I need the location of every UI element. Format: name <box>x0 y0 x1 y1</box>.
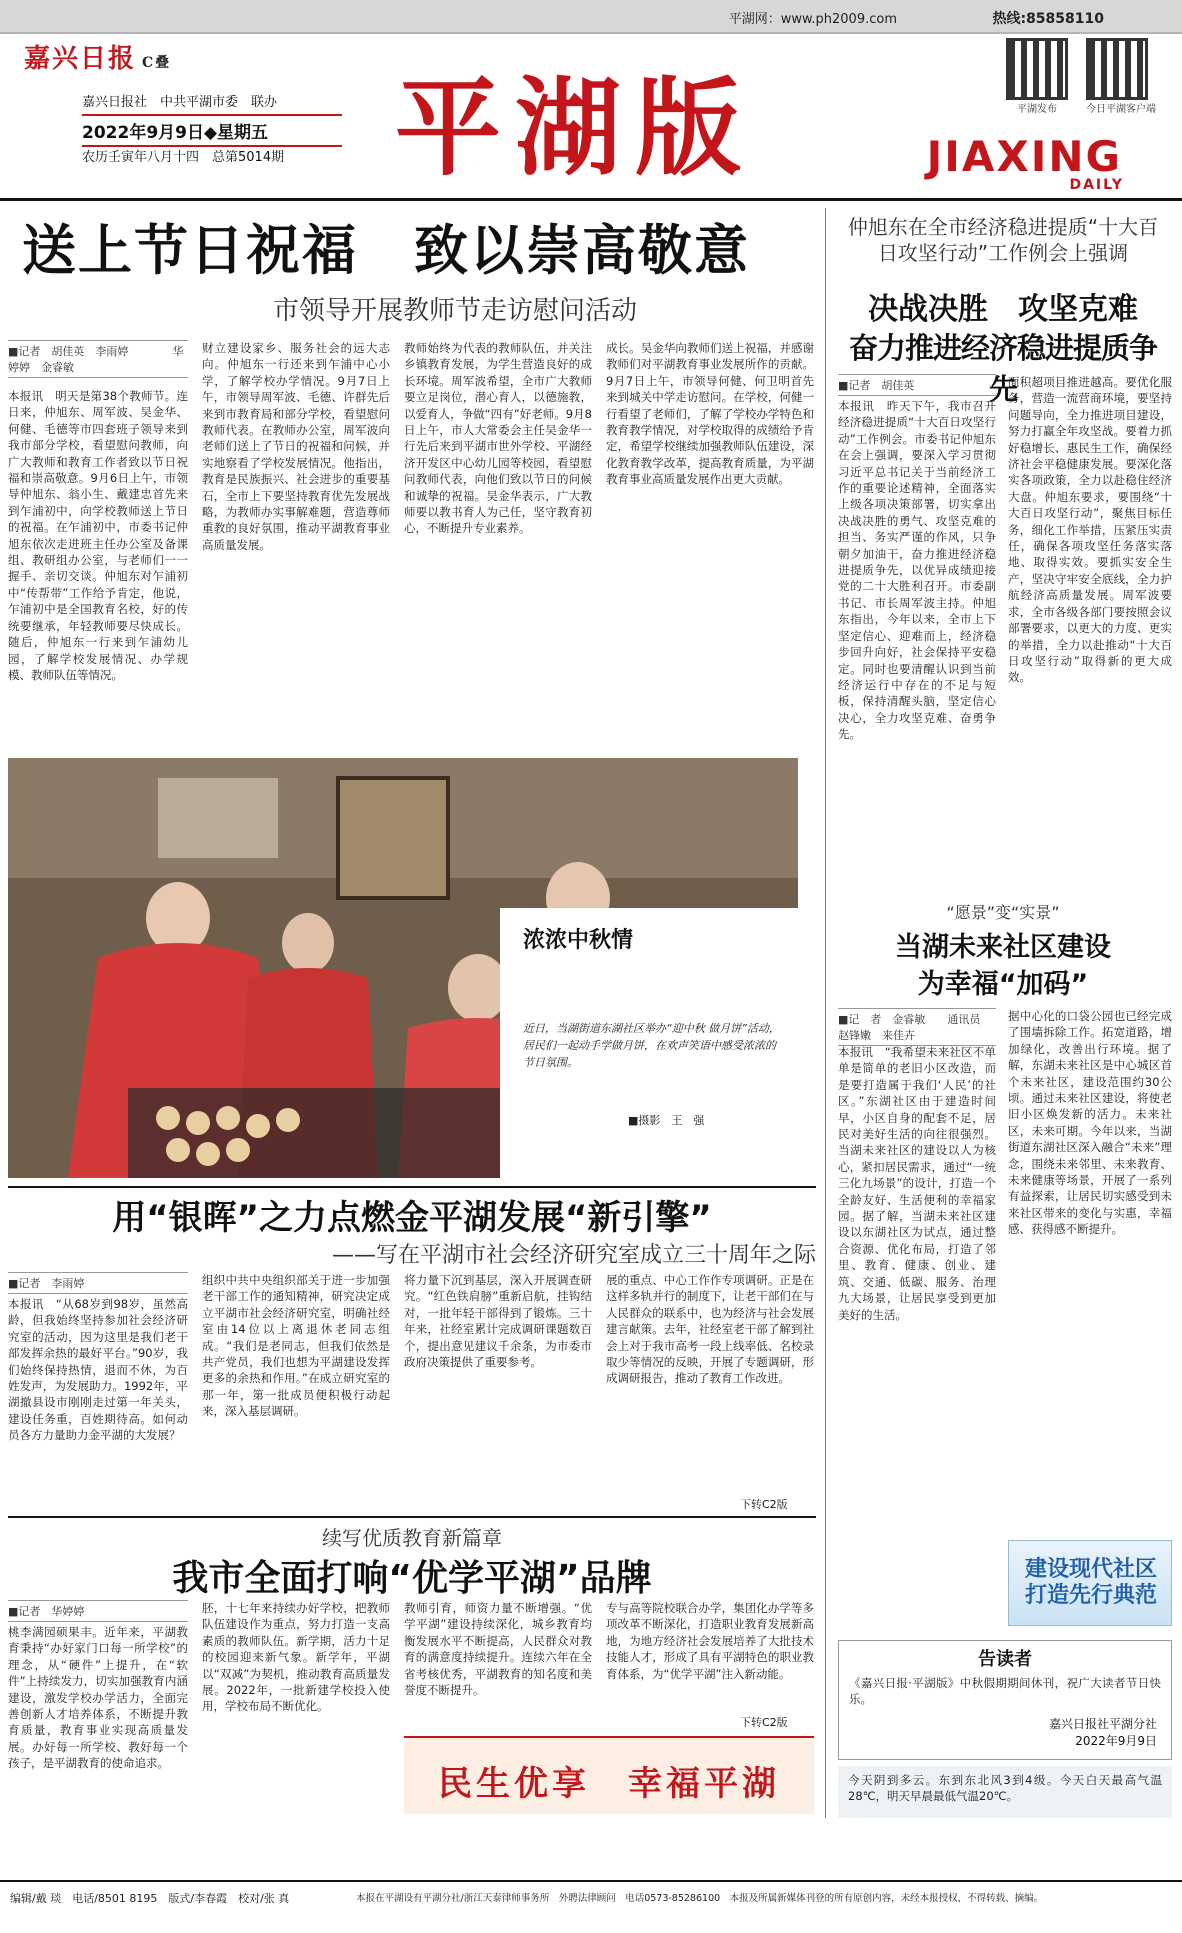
hotline: 热线:85858110 <box>992 11 1104 27</box>
feature-column-2: 组织中共中央组织部关于进一步加强老干部工作的通知精神，研究决定成立平湖市社会经济研究室，明确社经室由14位以上离退休老同志组成。“我们是老同志，但我们依然是共产党员，我们也想为平湖建设发挥更多的余热和作用。”在成立研究室的那一年，第一批成员便积极行动起来，深入基层调研。 <box>202 1273 390 1419</box>
ad-text: 建设现代社区 打造先行典范 <box>1024 1557 1180 1608</box>
bottom-column-3: 教师引育，师资力量不断增强。“优学平湖”建设持续深化，城乡教育均衡发展水平不断提高，人民群众对教育的满意度持续提升。连续六年在全省考核优秀，平湖教育的知名度和美誉度不断提升。 <box>404 1601 592 1698</box>
lead-column-2: 财立建设家乡、服务社会的远大志向。仲旭东一行还来到乍浦中心小学，了解学校办学情况。9月7日上午，市领导周军波、毛德、许群先后来到市教育局和部分学校，看望慰问教师代表。在教师办公室，周军波向老师们送上了节日的祝福和问候，并实地察看了学校发展情况。他指出，教育是民族振兴、社会进步的重要基石，全市上下要坚持教育优先发展战略，为教师办实事解难题，营造尊师重教的良好氛围，推动平湖教育事业高质量发展。 <box>202 341 390 552</box>
bottom-banner-text: 民生优享 幸福平湖 <box>438 1764 780 1804</box>
feature-byline: ■记者 李雨婷 <box>8 1272 188 1294</box>
edition-title: 平湖版 <box>395 65 755 190</box>
lead-column-3: 教师始终为代表的教师队伍，并关注乡镇教育发展，为学生营造良好的成长环境。周军波希望，全市广大教师要立足岗位，潜心育人，以德施教，以爱育人，争做“四有”好老师。9月8日上午，市人大常委会主任吴金华一行先后来到平湖市世外学校、平湖经济开发区中心幼儿园等校园，看望慰问教师代表，向他们致以节日的问候和诚挚的祝福。吴金华表示，广大教师要以教书育人为己任，坚守教育初心，不断提升专业素养。 <box>404 341 592 536</box>
lead-headline: 送上节日祝福 致以崇高敬意 <box>22 219 750 282</box>
lead-subhead: 市领导开展教师节走访慰问活动 <box>272 296 637 326</box>
qr-code-1[interactable]: 平湖发布 <box>1006 38 1068 115</box>
bottom-banner <box>404 1736 814 1814</box>
bottom-headline: 我市全面打响“优学平湖”品牌 <box>172 1558 652 1599</box>
bottom-byline: ■记者 华婷婷 <box>8 1600 188 1622</box>
notice-date: 2022年9月9日 <box>1075 1734 1157 1748</box>
bottom-column-1: 桃李满园硕果丰。近年来，平湖教育秉持“办好家门口每一所学校”的理念，从“硬件”上提升，在“软件”上持续发力，切实加强教育内涵建设，激发学校办学活力，全面完善创新人才培养体系，不断提升教育质量，教育事业实现高质量发展。办好每一所学校、教好每一个孩子，是平湖教育的使命追求。 <box>8 1625 188 1771</box>
feature-column-4: 展的重点、中心工作作专项调研。正是在这样多轨并行的制度下，让老干部们在与人民群众的联系中，也为经济与社会发展建言献策。去年，社经室老干部了解到社会上对于我市高考一段上线率低、名校录取少等情况的反映，开展了专题调研，形成调研报告，推动了教育工作改进。 <box>606 1273 814 1386</box>
photo-mooncake <box>8 758 798 1178</box>
lead-column-4: 成长。吴金华向教师们送上祝福，并感谢教师们对平湖教育事业发展所作的贡献。9月7日上午，市领导何健、何卫明首先来到城关中学走访慰问。在学校，何健一行看望了老师们，了解了学校办学特色和教育教学情况，对学校取得的成绩给予肯定，希望学校继续加强教师队伍建设，深化教育教学改革，提高教育质量，为平湖教育事业高质量发展作出更大贡献。 <box>606 341 814 487</box>
notice-box <box>838 1640 1172 1760</box>
feature-column-3: 将力量下沉到基层，深入开展调查研究。“红色铁肩膀”重新启航，挂钩结对，一批年轻干部得到了锻炼。三十年来，社经室累计完成调研课题数百个，提出意见建议千余条，为市委市政府决策提供了重要参考。 <box>404 1273 592 1370</box>
bottom-column-4: 专与高等院校联合办学，集团化办学等多项改革不断深化，打造职业教育发展新高地，为地方经济社会发展培养了大批技术技能人才，形成了具有平湖特色的职业教育体系，为“优学平湖”注入新动能。 <box>606 1601 814 1681</box>
site-url[interactable]: 平湖网：www.ph2009.com <box>728 12 897 27</box>
bottom-column-2: 胚，十七年来持续办好学校，把教师队伍建设作为重点，努力打造一支高素质的教师队伍。新学期，活力十足的校园迎来新气象。新学年，平湖以“双减”为契机，推动教育高质量发展。2022年，一批新建学校投入使用，学校布局不断优化。 <box>202 1601 390 1714</box>
footer-left: 编辑/戴 琰 电话/8501 8195 版式/李春霞 校对/张 真 <box>10 1892 290 1905</box>
footer-right: 本报在平湖设有平湖分社/浙江天泰律师事务所 外聘法律顾问 电话0573-85286100 本报及所属新媒体刊登的所有原创内容，未经本报授权，不得转载、摘编。 <box>356 1893 1044 1904</box>
continue-note-1: 下转C2版 <box>740 1498 788 1511</box>
ad-banner[interactable] <box>1008 1540 1180 1626</box>
feature-rule <box>8 1186 816 1188</box>
bottom-kicker: 续写优质教育新篇章 <box>322 1526 502 1550</box>
right1-column-2: 面积超项目推进越高。要优化服务，营造一流营商环境，要坚持问题导向，全力推进项目建设，努力打赢全年攻坚战。要着力抓好稳增长、惠民生工作，确保经济社会平稳健康发展。要深化落实各项政策，全力以赴稳住经济大盘。仲旭东要求，要围绕“十大百日攻坚行动”，聚焦目标任务，细化工作举措，压紧压实责任，确保各项攻坚任务落实落地、取得实效。要抓实安全生产，坚决守牢安全底线，全力护航经济高质量发展。周军波要求，全市各级各部门要按照会议部署要求，以更大的力度、更实的举措，全力以赴推动“十大百日攻坚行动”取得新的更大成效。 <box>1008 375 1172 685</box>
photo-credit: ■摄影 王 强 <box>628 1114 705 1127</box>
lead-byline: ■记者 胡佳英 李雨婷 华婷婷 金睿敏 <box>8 340 188 378</box>
bottom-rule <box>8 1516 816 1518</box>
notice-sign: 嘉兴日报社平湖分社 <box>1048 1717 1157 1731</box>
feature-subhead: ——写在平湖市社会经济研究室成立三十周年之际 <box>331 1243 816 1268</box>
right1-headline-1: 决战决胜 攻坚克难 <box>868 292 1138 327</box>
weather-text: 今天阴到多云。东到东北风3到4级。今天白天最高气温28℃，明天早晨最低气温20℃。 <box>848 1773 1162 1804</box>
issue-date: 2022年9月9日◆星期五 <box>82 114 342 147</box>
right2-byline: ■记 者 金睿敏 通讯员 赵锋嫩 来佳卉 <box>838 1008 996 1046</box>
right2-column-1: 本报讯 “我希望未来社区不单单是简单的老旧小区改造，而是要打造属于我们‘人民’的社区。”东湖社区由于建造时间早，小区自身的配套不足，居民对美好生活的向往很强烈。当湖未来社区的建设以人为核心，紧扣居民需求，通过“一统三化九场景”的设计，打造一个全龄友好、生活便利的幸福家园。据了解，当湖未来社区建设以东湖社区为试点，通过整合资源、优化布局，打造了邻里、教育、健康、创业、建筑、交通、低碳、服务、治理九大场景，让居民享受到更加美好的生活。 <box>838 1045 996 1322</box>
brand-logo: JIAXING DAILY <box>926 132 1124 193</box>
photo-caption: 近日，当湖街道东湖社区举办“迎中秋 做月饼”活动，居民们一起动手学做月饼，在欢声笑语中感受浓浓的节日氛围。 <box>523 1020 783 1071</box>
masthead-info: 嘉兴日报社 中共平湖市委 联办 2022年9月9日◆星期五 农历壬寅年八月十四 总第5014期 <box>82 92 342 169</box>
weather-box <box>838 1766 1172 1818</box>
right2-kicker: “愿景”变“实景” <box>946 903 1060 922</box>
footer-rule <box>0 1880 1182 1882</box>
continue-note-2: 下转C2版 <box>740 1716 788 1729</box>
photo-title: 浓浓中秋情 <box>523 928 634 953</box>
right2-headline-1: 当湖未来社区建设 <box>895 932 1111 963</box>
feature-headline: 用“银晖”之力点燃金平湖发展“新引擎” <box>112 1198 712 1238</box>
lead-column-1: 本报讯 明天是第38个教师节。连日来，仲旭东、周军波、吴金华、何健、毛德等市四套班子领导来到我市部分学校，看望慰问教师，向广大教师和教育工作者致以节日祝福和崇高敬意。9月6日上午，市领导仲旭东、翁小生、戴建忠首先来到乍浦初中，向学校教师送上节日的祝福。在乍浦初中，市委书记仲旭东依次走进班主任办公室及备课组、教研组办公室，与老师们一一握手、亲切交谈。仲旭东对乍浦初中“传帮带”工作给予肯定，他说，乍浦初中是全国教育名校，好的传统要继承，年轻教师要尽快成长。随后，仲旭东一行来到乍浦幼儿园，了解学校发展情况、办学规模、教师队伍等情况。 <box>8 389 188 682</box>
right1-column-1: 本报讯 昨天下午，我市召开经济稳进提质“十大百日攻坚行动”工作例会。市委书记仲旭东在会上强调，要深入学习贯彻习近平总书记关于当前经济工作的重要论述精神，全面落实上级各项决策部署，切实拿出决战决胜的勇气、攻坚克难的担当、务实严谨的作风，只争朝夕加油干，奋力推进经济稳进提质争先，以优异成绩迎接党的二十大胜利召开。市委副书记、市长周军波主持。仲旭东指出，今年以来，全市上下坚定信心、迎难而上，经济稳步回升向好，社会保持平安稳定。同时也要清醒认识到当前经济运行中存在的不足与短板，保持清醒头脑，坚定信心决心，全力攻坚克难、奋勇争先。 <box>838 399 996 742</box>
notice-title: 告读者 <box>978 1649 1032 1670</box>
top-bar <box>0 0 1182 34</box>
right1-byline: ■记者 胡佳英 <box>838 374 996 396</box>
right1-headline-2: 奋力推进经济稳进提质争先 <box>848 331 1157 406</box>
newspaper-logo: 嘉兴日报 C叠 <box>24 44 172 74</box>
column-divider <box>825 208 826 1818</box>
masthead-rule <box>0 198 1182 201</box>
right2-column-2: 据中心化的口袋公园也已经完成了围墙拆除工作。拓宽道路，增加绿化，改善出行环境。据了解，东湖未来社区是中心城区首个未来社区，建设范围约30公顷。通过未来社区建设，将使老旧小区焕发新的活力。未来社区，未来可期。今年以来，当湖街道东湖社区深入融合“未来”理念，围绕未来邻里、未来教育、未来健康等场景，开展了一系列有益探索，让居民切实感受到未来社区带来的变化与实惠，幸福感、获得感不断提升。 <box>1008 1009 1172 1237</box>
right1-kicker: 仲旭东在全市经济稳进提质“十大百日攻坚行动”工作例会上强调 <box>847 215 1159 265</box>
qr-code-2[interactable]: 今日平湖客户端 <box>1086 38 1156 115</box>
notice-body: 《嘉兴日报·平湖版》中秋假期期间休刊，祝广大读者节日快乐。 <box>849 1676 1161 1707</box>
feature-column-1: 本报讯 “从68岁到98岁，虽然高龄，但我始终坚持参加社会经济研究室的活动，因为这里是我们老干部发挥余热的最好平台。”90岁，我们始终保持热情，退而不休，为百姓发声，为发展助力。1992年，平湖撤县设市刚刚走过第一年关头，建设任务重，百姓期待高。如何动员各方力量助力金平湖的大发展？ <box>8 1297 188 1443</box>
right2-headline-2: 为幸福“加码” <box>917 969 1089 1000</box>
